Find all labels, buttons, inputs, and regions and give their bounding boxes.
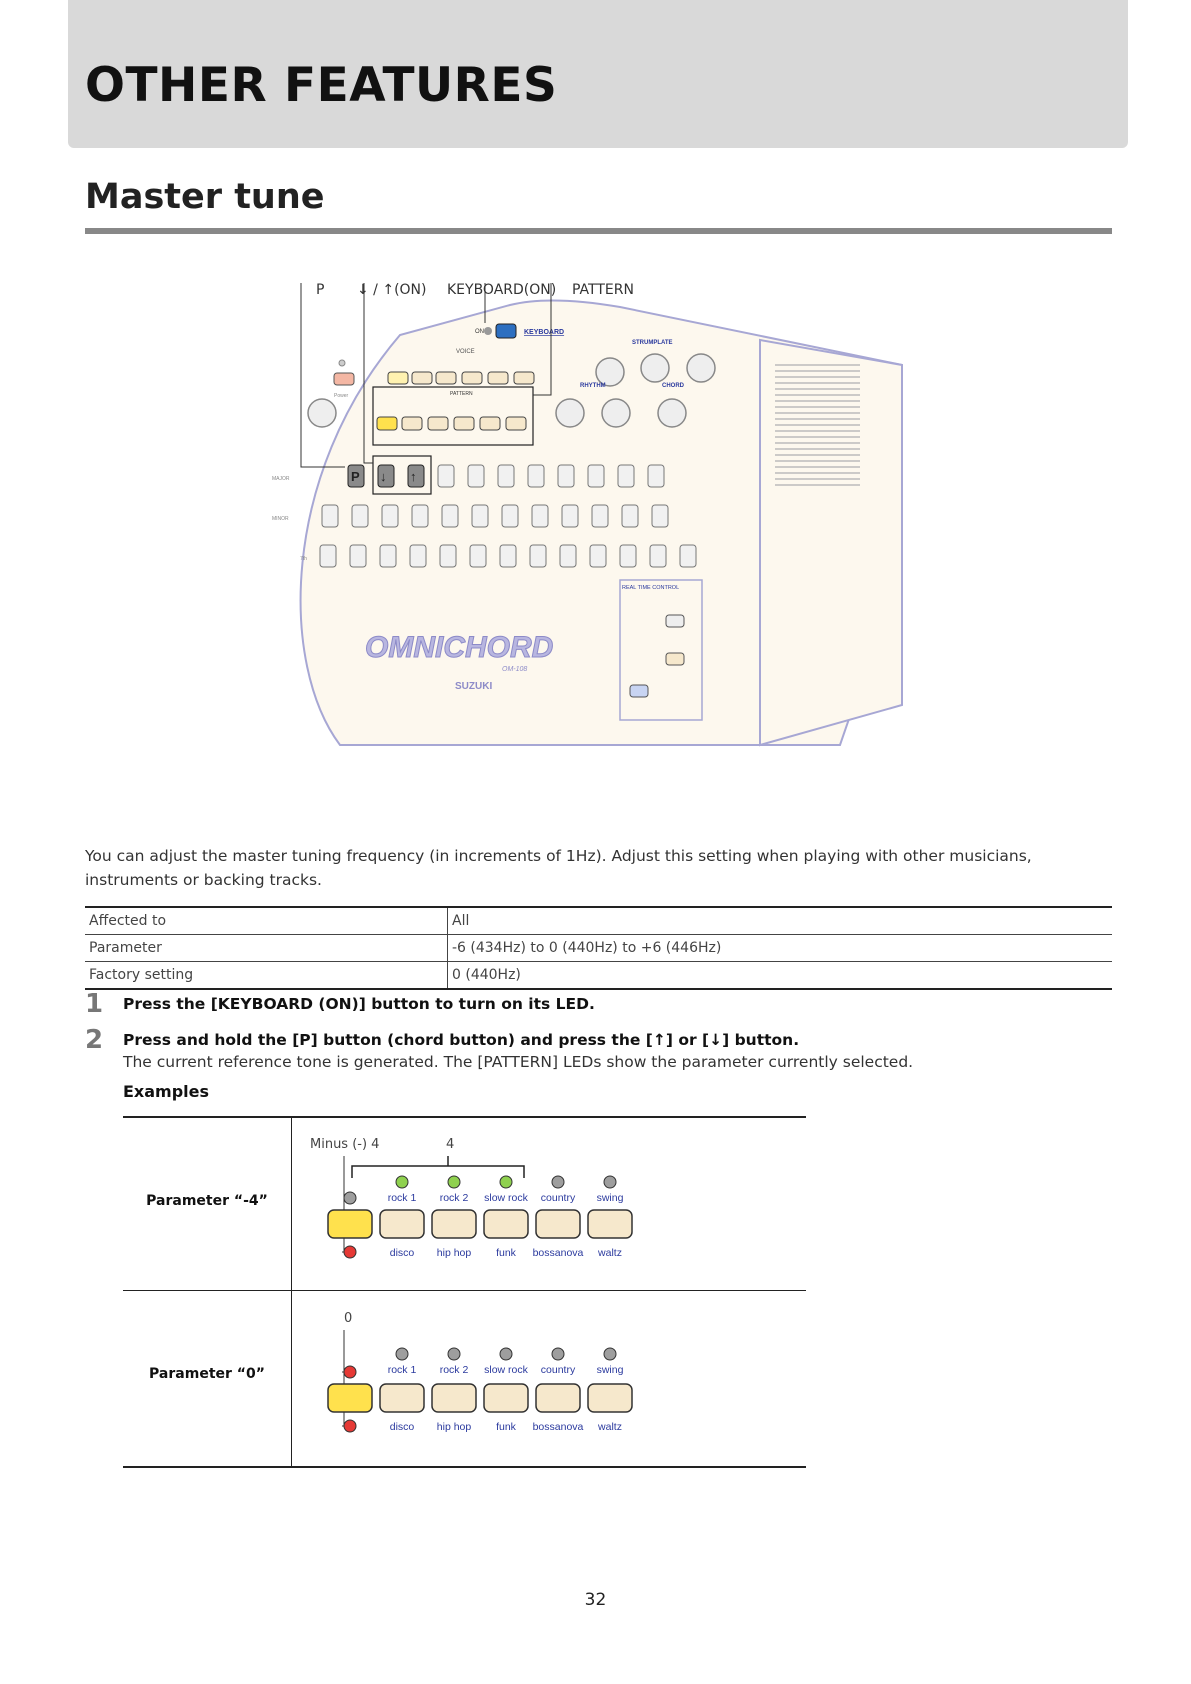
step-description: The current reference tone is generated. The [PATTERN] LEDs show the parameter currently selected. [123, 1053, 914, 1071]
pattern-button [432, 1384, 476, 1412]
example-callout: 0 [344, 1311, 353, 1326]
pattern-button [484, 1210, 528, 1238]
step-instruction: Press and hold the [P] button (chord button) and press the [↑] or [↓] button. [123, 1031, 800, 1049]
pattern-top-label: country [540, 1364, 576, 1376]
pattern-top-label: slow rock [484, 1192, 528, 1204]
chord-label: CHORD [662, 383, 684, 389]
section-title: Master tune [85, 177, 325, 217]
pattern-bottom-label: hip hop [436, 1247, 472, 1259]
section-rule [85, 228, 1112, 234]
svg-text:↓: ↓ [380, 469, 387, 484]
table-row [85, 962, 1112, 990]
pattern-led [500, 1176, 512, 1188]
pattern-button [536, 1210, 580, 1238]
pattern-led [344, 1192, 356, 1204]
spec-value: All [448, 907, 1113, 935]
divider [291, 1118, 292, 1466]
pattern-bottom-label: funk [496, 1421, 516, 1433]
pattern-led [448, 1348, 460, 1360]
examples-table [123, 1116, 806, 1468]
pattern-top-label: country [540, 1192, 576, 1204]
pattern-top-label: swing [596, 1192, 624, 1204]
spec-value: 0 (440Hz) [448, 962, 1113, 990]
callout-pattern: PATTERN [572, 282, 634, 298]
spec-value: -6 (434Hz) to 0 (440Hz) to +6 (446Hz) [448, 935, 1113, 962]
table-row [85, 907, 1112, 935]
pattern-bottom-label: hip hop [436, 1421, 472, 1433]
divider [123, 1290, 806, 1291]
pattern-bottom-label: waltz [598, 1247, 622, 1259]
example-callout: Minus (-) 4 [310, 1137, 380, 1152]
pattern-bottom-label: waltz [598, 1421, 622, 1433]
pattern-led [552, 1176, 564, 1188]
keyboard-label: KEYBOARD [524, 329, 565, 336]
pattern-leds-figure [298, 1292, 798, 1462]
pattern-button [588, 1210, 632, 1238]
pattern-button [588, 1384, 632, 1412]
omnichord-panel-diagram [272, 275, 920, 795]
pattern-button [432, 1210, 476, 1238]
pattern-led [344, 1366, 356, 1378]
bracket-line [352, 1166, 524, 1178]
pattern-top-label: rock 2 [439, 1192, 469, 1204]
pattern-bottom-label: disco [389, 1421, 415, 1433]
step-instruction: Press the [KEYBOARD (ON)] button to turn on its LED. [123, 995, 595, 1013]
strumplate-label: STRUMPLATE [632, 340, 673, 346]
minor-row-label: MINOR [272, 516, 289, 522]
callout-p: P [316, 282, 325, 298]
pattern-led [500, 1348, 512, 1360]
p-key-glyph: P [351, 469, 360, 484]
table-row [85, 935, 1112, 962]
pattern-bottom-label: disco [389, 1247, 415, 1259]
example-label: Parameter “0” [149, 1366, 265, 1382]
pattern-bottom-label: bossanova [532, 1247, 584, 1259]
pattern-led [448, 1176, 460, 1188]
major-row-label: MAJOR [272, 476, 290, 482]
intro-paragraph: You can adjust the master tuning frequency (in increments of 1Hz). Adjust this setting when playing with other musicians, instruments or backing tracks. [85, 847, 1032, 889]
rtc-label: REAL TIME CONTROL [622, 585, 680, 591]
pattern-led [604, 1176, 616, 1188]
chapter-title: OTHER FEATURES [85, 58, 558, 113]
maker-logo: SUZUKI [455, 681, 493, 692]
pattern-top-label: rock 1 [387, 1192, 417, 1204]
example-label: Parameter “-4” [146, 1193, 268, 1209]
spec-key: Factory setting [85, 962, 448, 990]
seventh-row-label: 7th [300, 556, 307, 562]
pattern-top-label: swing [596, 1364, 624, 1376]
pattern-led [552, 1348, 564, 1360]
pattern-led [396, 1348, 408, 1360]
pattern-button [328, 1384, 372, 1412]
svg-text:↑: ↑ [410, 469, 417, 484]
callout-keyboard: KEYBOARD(ON) [447, 282, 557, 298]
brand-logo: OMNICHORD [365, 631, 554, 664]
step-number: 1 [85, 989, 104, 1019]
pattern-led [604, 1348, 616, 1360]
pattern-leds-figure [298, 1118, 798, 1288]
spec-key: Affected to [85, 907, 448, 935]
pattern-bottom-label: funk [496, 1247, 516, 1259]
pattern-panel-label: PATTERN [450, 391, 473, 397]
step-number: 2 [85, 1025, 104, 1055]
spec-key: Parameter [85, 935, 448, 962]
power-label: Power [334, 393, 349, 399]
pattern-button [328, 1210, 372, 1238]
examples-heading: Examples [123, 1082, 210, 1101]
page-number: 32 [584, 1590, 607, 1610]
rhythm-label: RHYTHM [580, 383, 606, 389]
pattern-led [344, 1420, 356, 1432]
pattern-button [484, 1384, 528, 1412]
voice-label: VOICE [456, 349, 475, 355]
pattern-top-label: slow rock [484, 1364, 528, 1376]
pattern-led [344, 1246, 356, 1258]
example-callout: 4 [446, 1137, 455, 1152]
keyboard-on-label: ON [475, 329, 484, 335]
spec-table [85, 906, 1112, 990]
model-label: OM-108 [502, 666, 528, 673]
pattern-button [380, 1210, 424, 1238]
pattern-button [536, 1384, 580, 1412]
pattern-top-label: rock 1 [387, 1364, 417, 1376]
callout-arrows: ↓ / ↑(ON) [357, 282, 427, 298]
pattern-bottom-label: bossanova [532, 1421, 584, 1433]
pattern-led [396, 1176, 408, 1188]
pattern-button [380, 1384, 424, 1412]
pattern-top-label: rock 2 [439, 1364, 469, 1376]
